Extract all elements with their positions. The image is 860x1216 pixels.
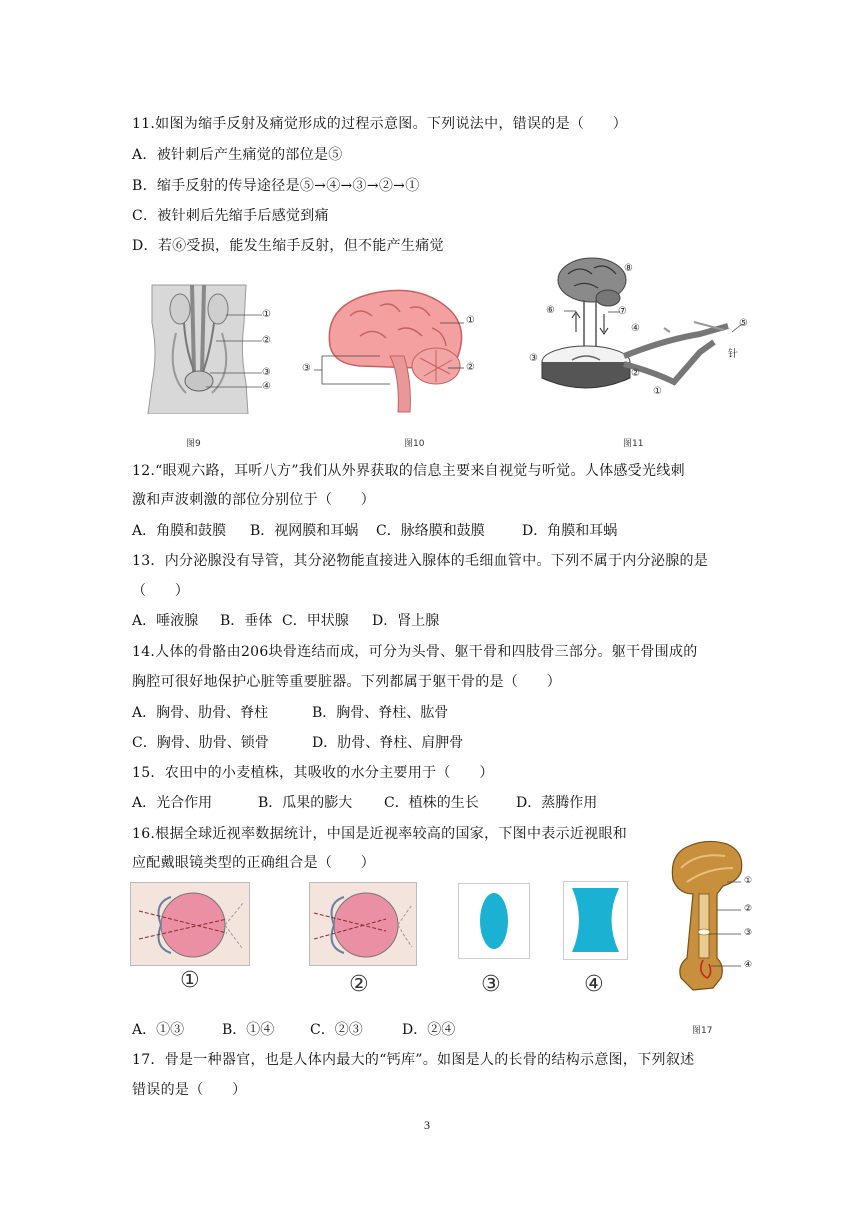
q16-image-3-convex-lens	[458, 883, 530, 959]
fig11-label-3: ③	[529, 353, 538, 364]
q13-option-b: B．垂体	[220, 613, 273, 629]
q14-stem-line1: 14.人体的骨骼由206块骨连结而成，可分为头骨、躯干骨和四肢骨三部分。躯干骨围成的	[132, 644, 698, 660]
q11-option-b: B．缩手反射的传导途径是⑤→④→③→②→①	[132, 178, 420, 194]
q16-option-a: A．①③	[132, 1022, 185, 1038]
q16-image-4-concave-lens	[563, 881, 628, 960]
q14-option-a: A．胸骨、肋骨、脊柱	[132, 705, 269, 721]
q11-stem: 11.如图为缩手反射及痛觉形成的过程示意图。下列说法中，错误的是（ ）	[132, 116, 628, 132]
fig9-label-1: ①	[262, 309, 271, 320]
fig17-label-1: ①	[744, 876, 753, 886]
q16-option-c: C．②③	[310, 1022, 363, 1038]
q13-stem-line1: 13．内分泌腺没有导管，其分泌物能直接进入腺体的毛细血管中。下列不属于内分泌腺的是	[132, 553, 709, 569]
q16-stem-line1: 16.根据全球近视率数据统计，中国是近视率较高的国家，下图中表示近视眼和	[132, 826, 628, 842]
fig9-caption: 图9	[186, 439, 201, 449]
page-number: 3	[424, 1118, 430, 1132]
fig11-label-8: ⑧	[624, 263, 633, 274]
q15-stem: 15．农田中的小麦植株，其吸收的水分主要用于（ ）	[132, 765, 494, 781]
q15-option-b: B．瓜果的膨大	[258, 795, 353, 811]
fig11-label-1: ①	[653, 386, 662, 397]
q16-image-number-3: ③	[481, 972, 501, 997]
fig11-label-4: ④	[631, 323, 640, 334]
figure-10-brain	[300, 286, 490, 414]
fig11-label-needle: 针	[728, 349, 738, 360]
q15-option-d: D．蒸腾作用	[516, 795, 598, 811]
fig9-label-2: ②	[262, 335, 271, 346]
q12-stem-line1: 12.“眼观六路，耳听八方”我们从外界获取的信息主要来自视觉与听觉。人体感受光线刺	[132, 463, 685, 479]
q16-image-number-1: ①	[180, 968, 200, 993]
figure-17-long-bone	[667, 838, 747, 994]
q14-option-b: B．胸骨、脊柱、肱骨	[312, 705, 449, 721]
fig9-label-4: ④	[262, 381, 271, 392]
fig9-label-3: ③	[262, 367, 271, 378]
q12-stem-line2: 激和声波刺激的部位分别位于（ ）	[132, 492, 376, 508]
q11-option-d: D．若⑥受损，能发生缩手反射，但不能产生痛觉	[132, 238, 444, 254]
q12-option-b: B．视网膜和耳蜗	[250, 523, 359, 539]
q17-stem-line1: 17．骨是一种器官，也是人体内最大的“钙库”。如图是人的长骨的结构示意图，下列叙述	[132, 1052, 695, 1068]
q13-stem-line2: （ ）	[132, 583, 190, 599]
q13-option-d: D．肾上腺	[372, 613, 440, 629]
q14-option-d: D．肋骨、脊柱、肩胛骨	[312, 735, 464, 751]
q16-image-2-eye	[309, 882, 417, 966]
q15-option-c: C．植株的生长	[384, 795, 479, 811]
q14-option-c: C．胸骨、肋骨、锁骨	[132, 735, 269, 751]
fig11-label-7: ⑦	[618, 306, 627, 317]
fig17-label-3: ③	[744, 928, 753, 938]
q13-option-a: A．唾液腺	[132, 613, 199, 629]
fig17-label-2: ②	[744, 904, 753, 914]
figure-9-urinary-system	[146, 283, 280, 414]
fig10-label-2: ②	[466, 362, 475, 373]
q11-option-c: C．被针刺后先缩手后感觉到痛	[132, 208, 329, 224]
q14-stem-line2: 胸腔可很好地保护心脏等重要脏器。下列都属于躯干骨的是（ ）	[132, 674, 561, 690]
q12-option-a: A．角膜和鼓膜	[132, 523, 227, 539]
q13-option-c: C．甲状腺	[282, 613, 349, 629]
q16-stem-line2: 应配戴眼镜类型的正确组合是（ ）	[132, 855, 376, 871]
fig11-label-2: ②	[631, 368, 640, 379]
fig17-label-4: ④	[744, 960, 753, 970]
q17-stem-line2: 错误的是（ ）	[132, 1082, 247, 1098]
q15-option-a: A．光合作用	[132, 795, 213, 811]
fig10-label-1: ①	[466, 315, 475, 326]
fig17-caption: 图17	[692, 1026, 713, 1036]
q16-option-b: B．①④	[222, 1022, 275, 1038]
q12-option-c: C．脉络膜和鼓膜	[376, 523, 485, 539]
fig11-caption: 图11	[623, 439, 644, 449]
fig11-label-5: ⑤	[739, 318, 748, 329]
q11-option-a: A．被针刺后产生痛觉的部位是⑤	[132, 147, 343, 163]
fig10-label-3: ③	[302, 363, 311, 374]
q16-image-number-4: ④	[584, 972, 604, 997]
q16-image-1-eye	[130, 882, 250, 966]
q16-option-d: D．②④	[402, 1022, 456, 1038]
q12-option-d: D．角膜和耳蜗	[522, 523, 618, 539]
fig10-caption: 图10	[404, 439, 425, 449]
fig11-label-6: ⑥	[546, 305, 555, 316]
q16-image-number-2: ②	[349, 972, 369, 997]
